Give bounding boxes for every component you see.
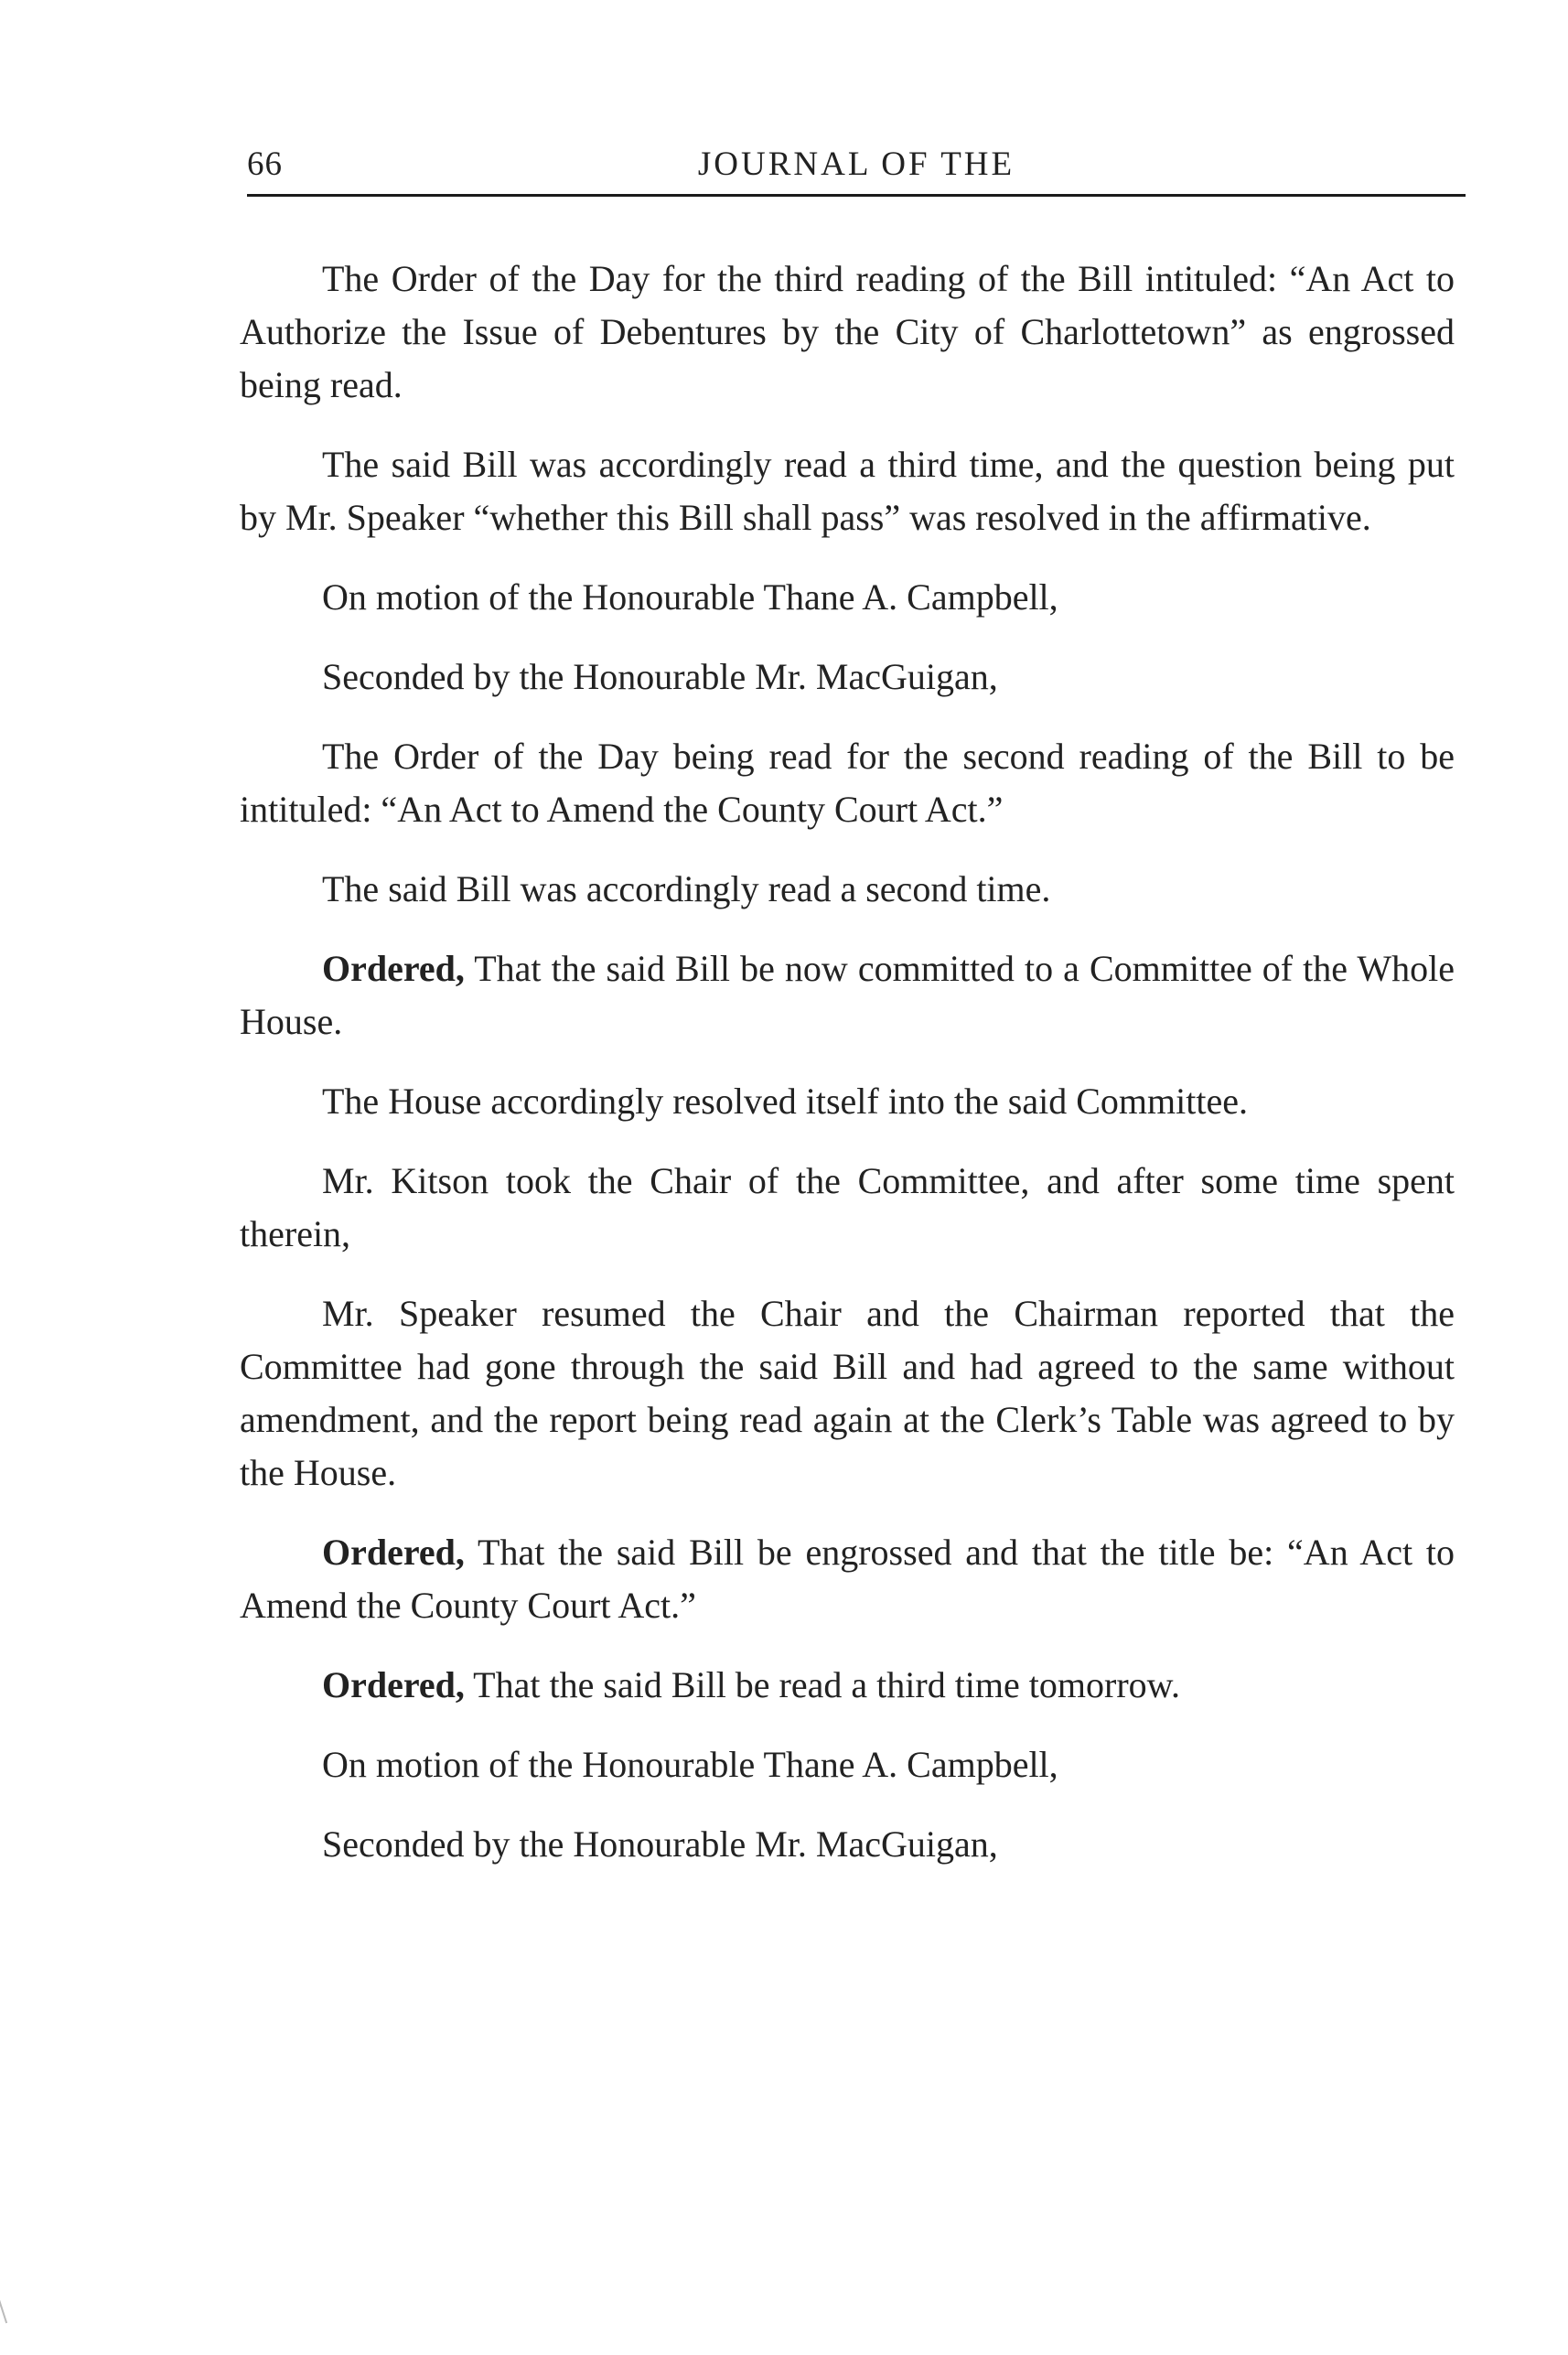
paragraph-text: Mr. Kitson took the Chair of the Committee, and after some time spent therein, bbox=[240, 1160, 1455, 1254]
paragraph-seconded bbox=[240, 651, 1455, 704]
paragraph-third-reading-result bbox=[240, 438, 1455, 544]
scan-mark bbox=[0, 2288, 7, 2324]
paragraph-text: That the said Bill be engrossed and that the title be: “An Act to Amend the County Court Act.” bbox=[240, 1532, 1455, 1626]
page-header bbox=[247, 139, 1466, 197]
page-number: 66 bbox=[247, 145, 283, 183]
paragraph-text: The Order of the Day being read for the second reading of the Bill to be intituled: “An Act to Amend the County Court Act.” bbox=[240, 736, 1455, 830]
paragraph-ordered-engrossed bbox=[240, 1526, 1455, 1632]
paragraph-text: On motion of the Honourable Thane A. Campbell, bbox=[322, 1744, 1058, 1785]
paragraph-ordered-third-reading bbox=[240, 1659, 1455, 1712]
paragraph-text: On motion of the Honourable Thane A. Campbell, bbox=[322, 576, 1058, 618]
paragraph-text: Seconded by the Honourable Mr. MacGuigan, bbox=[322, 1823, 998, 1865]
paragraph-text: The said Bill was accordingly read a third time, and the question being put by Mr. Speaker “whether this Bill shall pass” was resolved in the affirmative. bbox=[240, 444, 1455, 538]
running-title: JOURNAL OF THE bbox=[697, 145, 1015, 183]
paragraph-lead: Ordered, bbox=[322, 948, 465, 989]
paragraph-house-resolved bbox=[240, 1075, 1455, 1128]
paragraph-lead: Ordered, bbox=[322, 1664, 465, 1705]
journal-body bbox=[240, 253, 1455, 1898]
paragraph-text: Mr. Speaker resumed the Chair and the Chairman reported that the Committee had gone through the said Bill and had agreed to the same without amendment, and the report being read again at the Clerk’s Table was agreed to by the House. bbox=[240, 1293, 1455, 1493]
paragraph-second-reading-order bbox=[240, 730, 1455, 836]
paragraph-text: The House accordingly resolved itself into the said Committee. bbox=[322, 1081, 1248, 1122]
paragraph-committee-report bbox=[240, 1287, 1455, 1500]
paragraph-text: That the said Bill be read a third time tomorrow. bbox=[464, 1664, 1180, 1705]
paragraph-text: Seconded by the Honourable Mr. MacGuigan, bbox=[322, 656, 998, 697]
paragraph-seconded-2 bbox=[240, 1818, 1455, 1871]
paragraph-motion bbox=[240, 571, 1455, 624]
paragraph-second-reading-result bbox=[240, 863, 1455, 916]
paragraph-ordered-committed bbox=[240, 942, 1455, 1048]
paragraph-chair-taken bbox=[240, 1155, 1455, 1261]
paragraph-text: The said Bill was accordingly read a second time. bbox=[322, 868, 1051, 909]
paragraph-lead: Ordered, bbox=[322, 1532, 465, 1573]
paragraph-motion-2 bbox=[240, 1738, 1455, 1791]
paragraph-text: The Order of the Day for the third reading of the Bill intituled: “An Act to Authorize the Issue of Debentures by the City of Charlottetown” as engrossed being read. bbox=[240, 258, 1455, 405]
paragraph-third-reading-order bbox=[240, 253, 1455, 412]
paragraph-text: That the said Bill be now committed to a Committee of the Whole House. bbox=[240, 948, 1455, 1042]
